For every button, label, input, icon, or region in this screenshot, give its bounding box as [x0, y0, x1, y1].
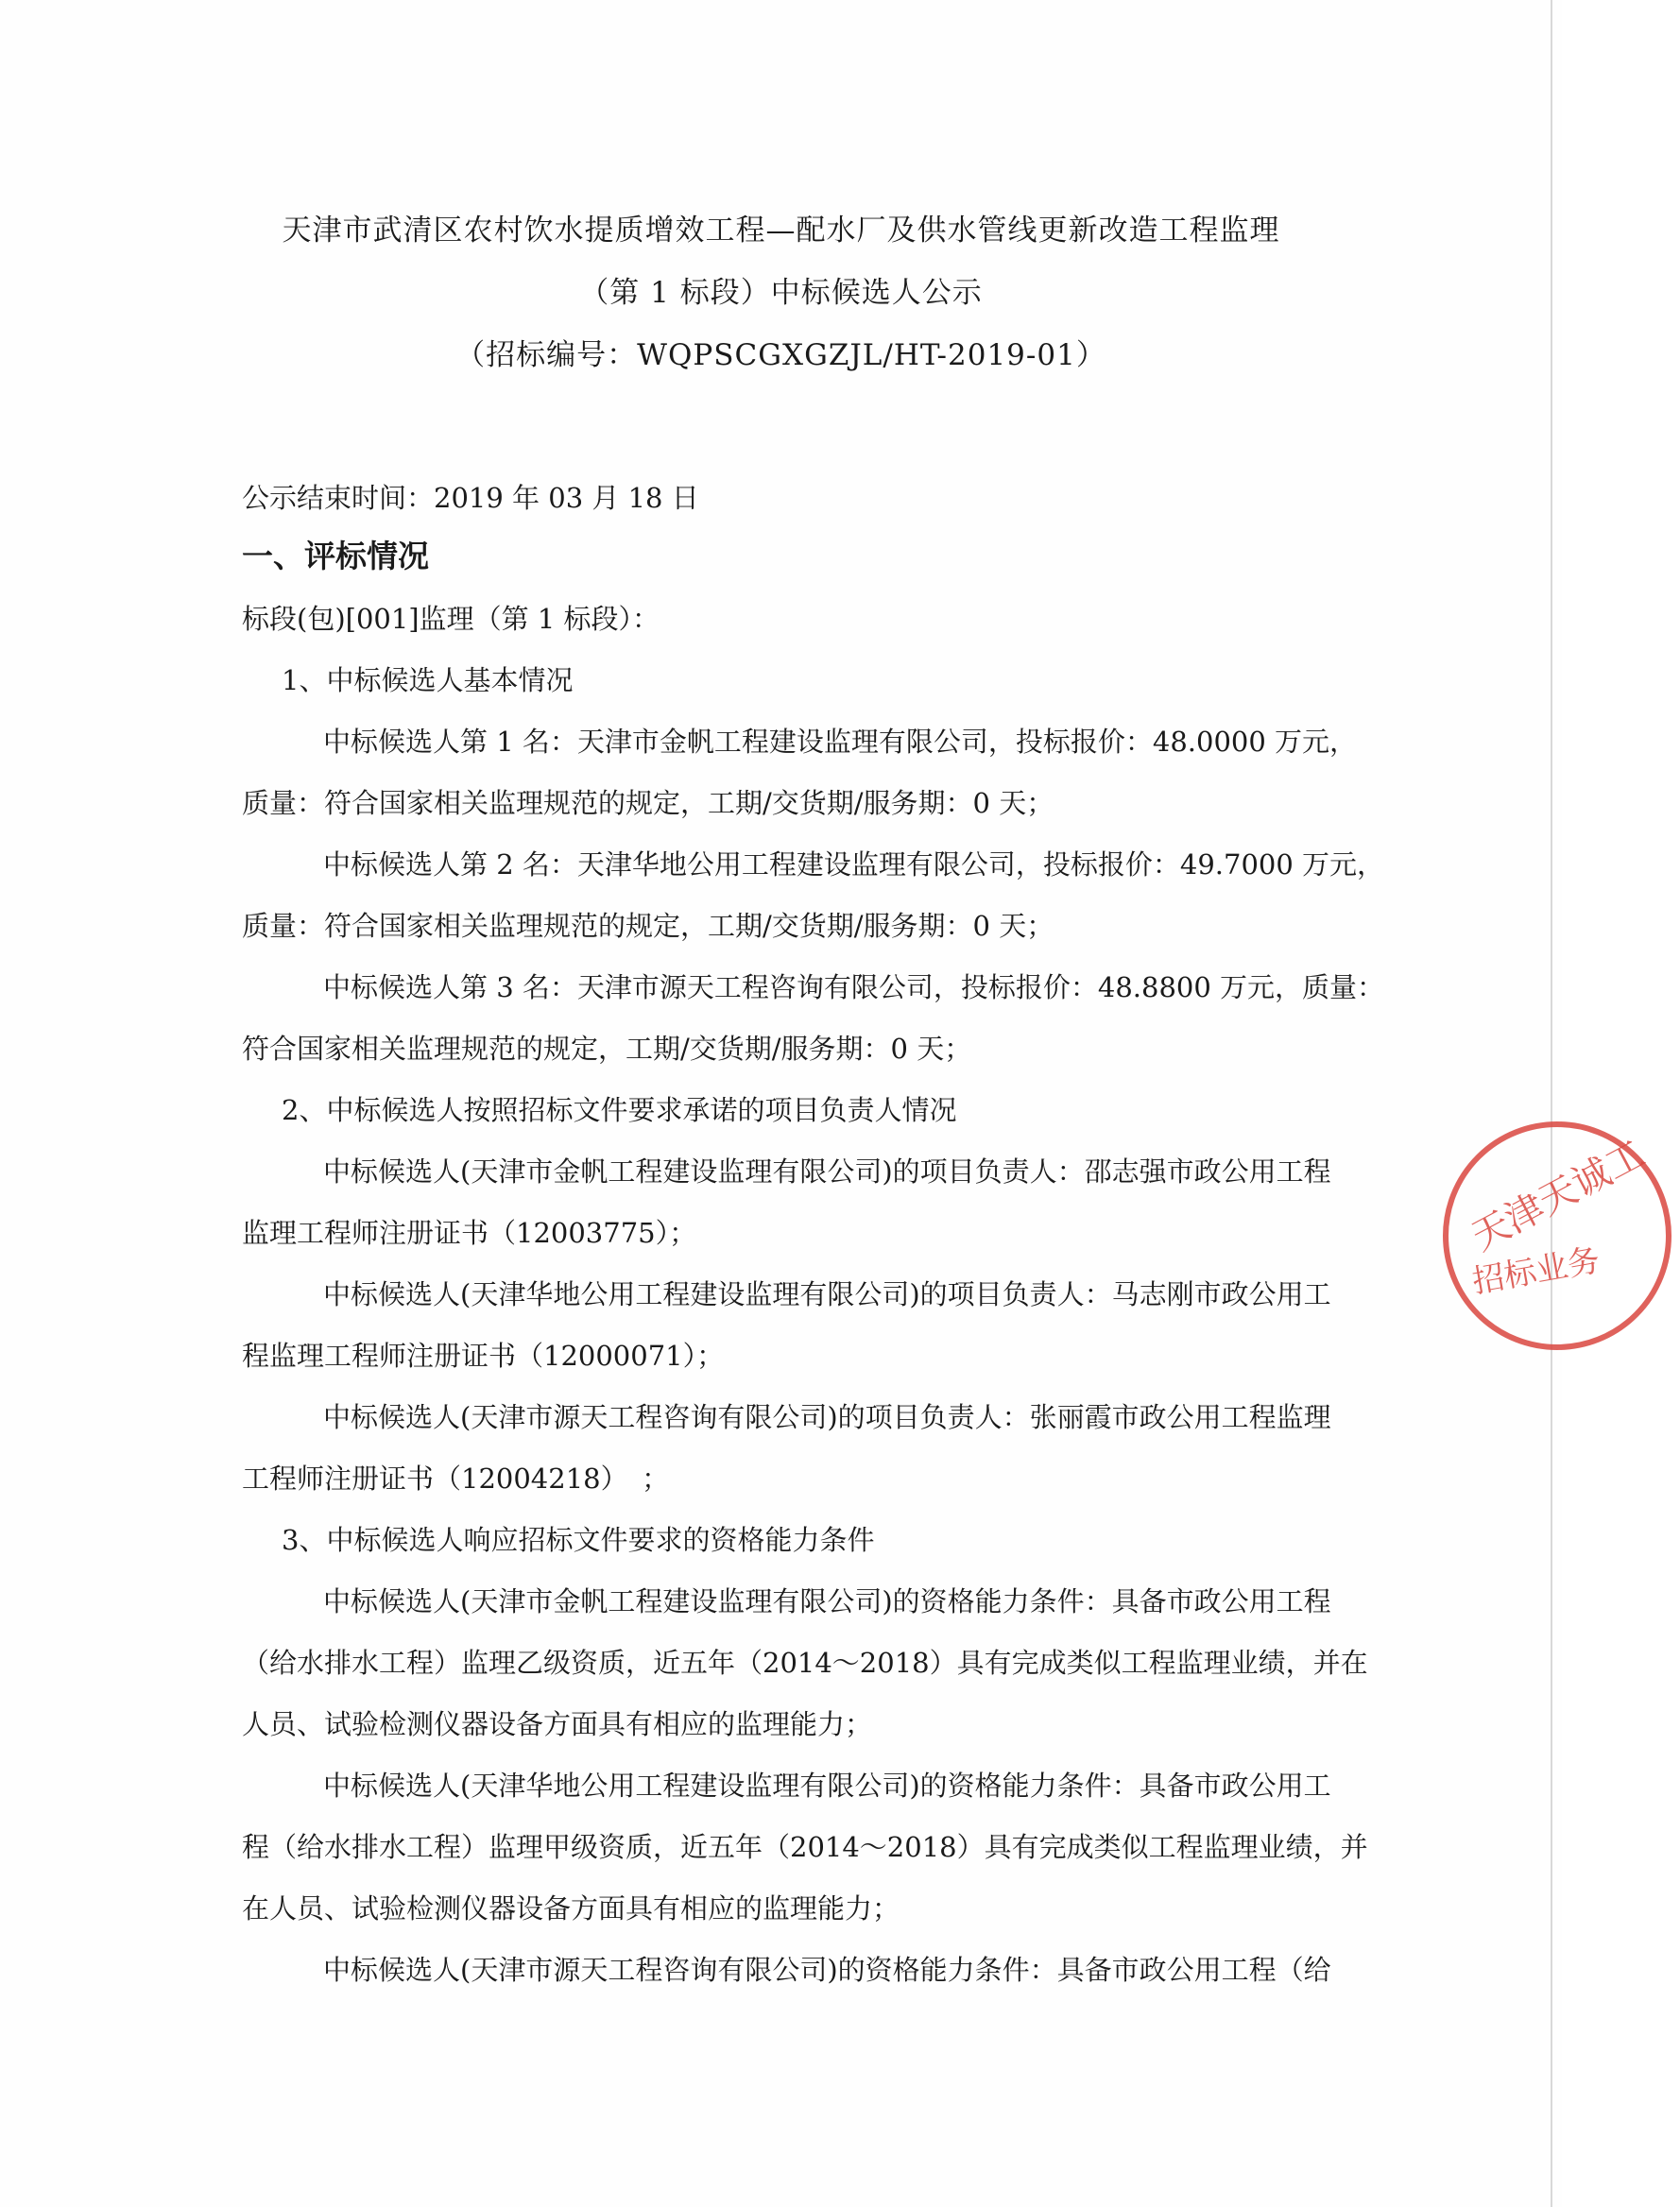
qualification-3-line-a: 中标候选人(天津市源天工程咨询有限公司)的资格能力条件：具备市政公用工程（给	[323, 1954, 1331, 1986]
sub-heading-3: 3、中标候选人响应招标文件要求的资格能力条件	[282, 1524, 875, 1556]
section-heading: 一、评标情况	[242, 538, 429, 574]
qualification-2-line-b: 程（给水排水工程）监理甲级资质，近五年（2014～2018）具有完成类似工程监理业绩，并	[242, 1831, 1368, 1863]
candidate-2-line-a: 中标候选人第 2 名：天津华地公用工程建设监理有限公司，投标报价：49.7000 万元，	[323, 848, 1385, 881]
candidate-3-line-a: 中标候选人第 3 名：天津市源天工程咨询有限公司，投标报价：48.8800 万元，质量：	[323, 971, 1385, 1003]
title-line-1: 天津市武清区农村饮水提质增效工程—配水厂及供水管线更新改造工程监理	[282, 214, 1280, 248]
sub-heading-2: 2、中标候选人按照招标文件要求承诺的项目负责人情况	[282, 1094, 957, 1126]
seal-text-inner: 招标业务	[1469, 1241, 1603, 1302]
candidate-1-line-b: 质量：符合国家相关监理规范的规定，工期/交货期/服务期：0 天；	[242, 787, 1054, 819]
manager-2-line-a: 中标候选人(天津华地公用工程建设监理有限公司)的项目负责人：马志刚市政公用工	[323, 1278, 1331, 1310]
title-line-3: （招标编号：WQPSCGXGZJL/HT-2019-01）	[455, 338, 1106, 372]
candidate-2-line-b: 质量：符合国家相关监理规范的规定，工期/交货期/服务期：0 天；	[242, 910, 1054, 942]
manager-3-line-b: 工程师注册证书（12004218） ；	[242, 1463, 670, 1495]
title-line-2: （第 1 标段）中标候选人公示	[579, 276, 983, 310]
manager-2-line-b: 程监理工程师注册证书（12000071）；	[242, 1340, 725, 1372]
candidate-1-line-a: 中标候选人第 1 名：天津市金帆工程建设监理有限公司，投标报价：48.0000 万元，	[323, 726, 1358, 758]
sub-heading-1: 1、中标候选人基本情况	[282, 664, 574, 696]
seal-text-outer: 天津天诚工	[1465, 1132, 1653, 1260]
qualification-1-line-b: （给水排水工程）监理乙级资质，近五年（2014～2018）具有完成类似工程监理业绩，并在	[242, 1647, 1368, 1679]
qualification-1-line-c: 人员、试验检测仪器设备方面具有相应的监理能力；	[242, 1708, 873, 1740]
lot-label: 标段(包)[001]监理（第 1 标段）：	[242, 603, 660, 635]
qualification-2-line-c: 在人员、试验检测仪器设备方面具有相应的监理能力；	[242, 1892, 900, 1925]
manager-3-line-a: 中标候选人(天津市源天工程咨询有限公司)的项目负责人：张丽霞市政公用工程监理	[323, 1401, 1331, 1433]
qualification-2-line-a: 中标候选人(天津华地公用工程建设监理有限公司)的资格能力条件：具备市政公用工	[323, 1770, 1331, 1802]
company-seal-stamp	[1434, 1113, 1680, 1359]
end-date: 公示结束时间：2019 年 03 月 18 日	[242, 482, 699, 514]
candidate-3-line-b: 符合国家相关监理规范的规定，工期/交货期/服务期：0 天；	[242, 1033, 972, 1065]
manager-1-line-b: 监理工程师注册证书（12003775）；	[242, 1217, 697, 1249]
manager-1-line-a: 中标候选人(天津市金帆工程建设监理有限公司)的项目负责人：邵志强市政公用工程	[323, 1155, 1331, 1188]
qualification-1-line-a: 中标候选人(天津市金帆工程建设监理有限公司)的资格能力条件：具备市政公用工程	[323, 1585, 1331, 1617]
